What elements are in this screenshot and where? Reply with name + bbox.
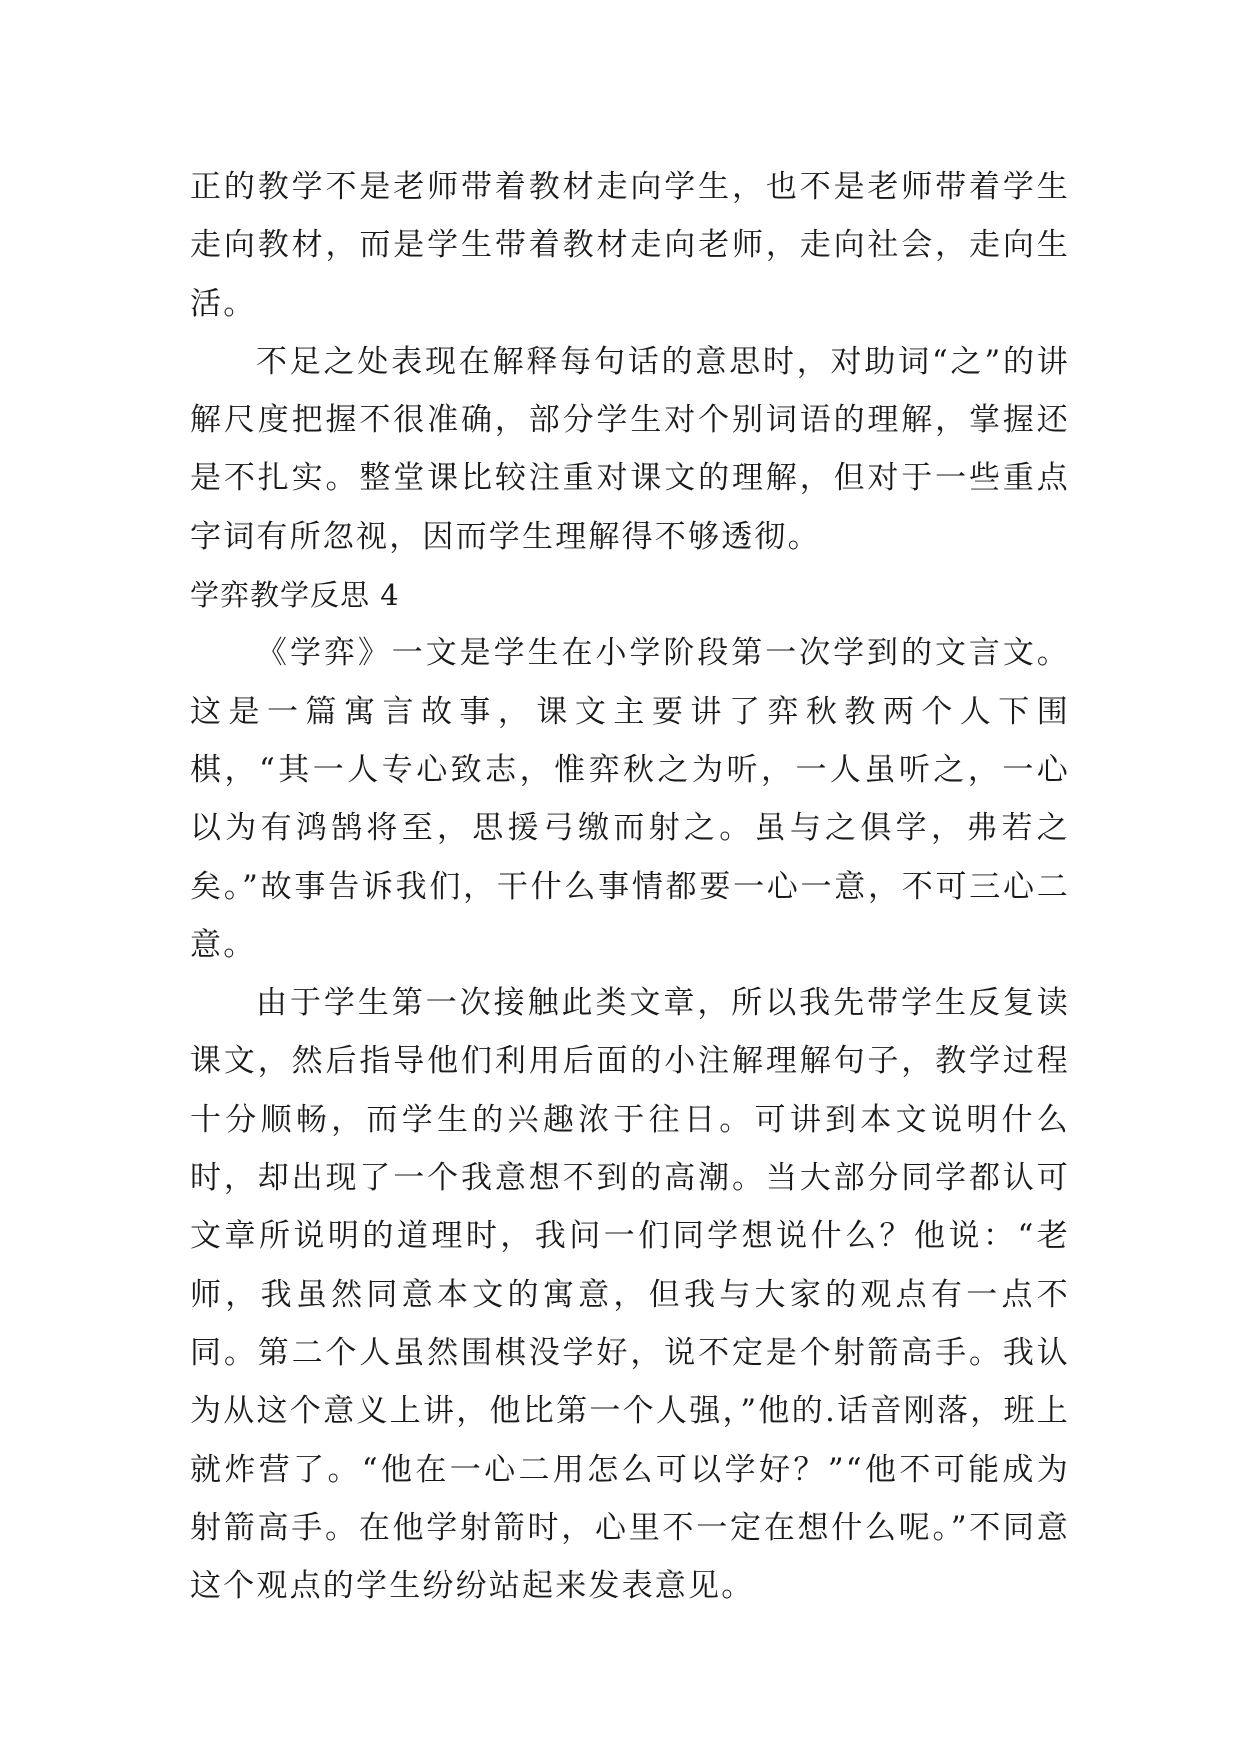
paragraph-introduction: 《学弈》一文是学生在小学阶段第一次学到的文言文。这是一篇寓言故事，课文主要讲了弈秋教两个人下围棋，“其一人专心致志，惟弈秋之为听，一人虽听之，一心以为有鸿鹄将至，思援弓缴而射之。虽与之俱学，弗若之矣。”故事告诉我们，干什么事情都要一心一意，不可三心二意。 — [190, 635, 1070, 963]
document-body — [190, 158, 1070, 1615]
paragraph-continuation: 正的教学不是老师带着教材走向学生，也不是老师带着学生走向教材，而是学生带着教材走向老师，走向社会，走向生活。 — [190, 169, 1070, 322]
section-heading: 学弈教学反思 4 — [190, 578, 400, 613]
paragraph-shortcomings: 不足之处表现在解释每句话的意思时，对助词“之”的讲解尺度把握不很准确，部分学生对个别词语的理解，掌握还是不扎实。整堂课比较注重对课文的理解，但对于一些重点字词有所忽视，因而学生理解得不够透彻。 — [190, 343, 1070, 555]
paragraph-classroom-story: 由于学生第一次接触此类文章，所以我先带学生反复读课文，然后指导他们利用后面的小注解理解句子，教学过程十分顺畅，而学生的兴趣浓于往日。可讲到本文说明什么时，却出现了一个我意想不到的高潮。当大部分同学都认可文章所说明的道理时，我问一们同学想说什么？他说：“老师，我虽然同意本文的寓意，但我与大家的观点有一点不同。第二个人虽然围棋没学好，说不定是个射箭高手。我认为从这个意义上讲，他比第一个人强，”他的.话音刚落，班上就炸营了。“他在一心二用怎么可以学好？”“他不可能成为射箭高手。在他学射箭时，心里不一定在想什么呢。”不同意这个观点的学生纷纷站起来发表意见。 — [190, 985, 1070, 1605]
